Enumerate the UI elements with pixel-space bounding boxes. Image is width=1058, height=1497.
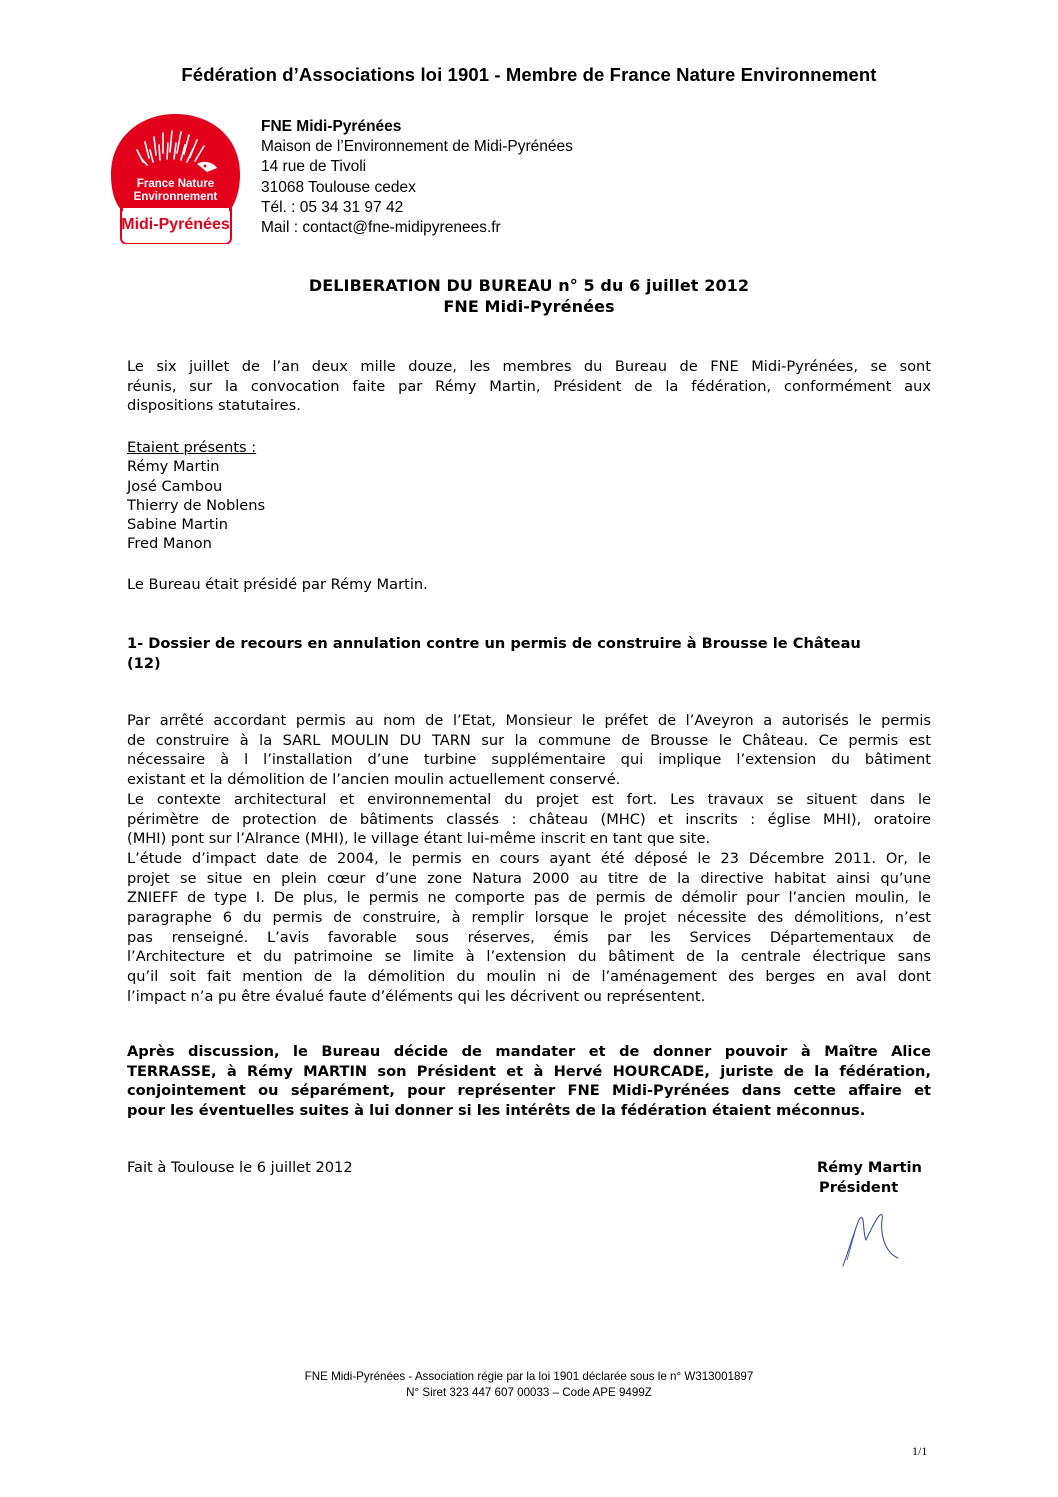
decision-line: pour les éventuelles suites à lui donner si les intérêts de la fédération étaient méconnus. bbox=[127, 1101, 866, 1119]
signer-role: Président bbox=[819, 1179, 899, 1196]
org-address-line: 31068 Toulouse cedex bbox=[261, 178, 416, 196]
section-title-line: (12) bbox=[127, 654, 161, 672]
footer-line: FNE Midi-Pyrénées - Association régie par la loi 1901 déclarée sous le n° W313001897 bbox=[304, 1370, 754, 1383]
text-line: nécessaire à l l’installation d’une turbine supplémentaire qui implique l’extension du bâtiment bbox=[127, 751, 931, 769]
text-line: Le six juillet de l’an deux mille douze, les membres du Bureau de FNE Midi-Pyrénées, se sont bbox=[127, 358, 931, 375]
section-title-line: 1- Dossier de recours en annulation contre un permis de construire à Brousse le Château bbox=[127, 635, 861, 652]
org-address-block bbox=[261, 117, 573, 238]
logo-text-line2: Environnement bbox=[133, 190, 218, 203]
decision-paragraph bbox=[127, 1042, 931, 1120]
intro-paragraph bbox=[127, 357, 931, 416]
text-line: projet se situe en plein cœur d’une zone Natura 2000 au titre de la directive habitat ainsi qu’une bbox=[127, 869, 931, 887]
org-name: FNE Midi-Pyrénées bbox=[261, 118, 402, 135]
org-address-line: Maison de l’Environnement de Midi-Pyrénées bbox=[261, 138, 573, 156]
attendee-name: José Cambou bbox=[127, 477, 223, 495]
text-line: périmètre de protection de bâtiments classés : château (MHC) et inscrits : église MHI), oratoire bbox=[127, 810, 931, 828]
federation-banner: Fédération d’Associations loi 1901 - Membre de France Nature Environnement bbox=[181, 64, 877, 85]
text-line: de construire à la SARL MOULIN DU TARN sur la commune de Brousse le Château. Ce permis est bbox=[127, 731, 931, 749]
text-line: paragraphe 6 du permis de construire, à remplir lorsque le projet nécessite des démolitions, n’est bbox=[127, 909, 931, 927]
title-line: FNE Midi-Pyrénées bbox=[443, 297, 615, 316]
text-line: Par arrêté accordant permis au nom de l’Etat, Monsieur le préfet de l’Aveyron a autorisés le permis bbox=[127, 712, 931, 729]
text-line: L’étude d’impact date de 2004, le permis en cours ayant été déposé le 23 Décembre 2011. Or, le bbox=[127, 849, 931, 867]
logo-text-line1: France Nature bbox=[136, 178, 215, 190]
attendee-name: Fred Manon bbox=[127, 535, 212, 553]
section-body bbox=[127, 711, 931, 1007]
page-number: 1/1 bbox=[912, 1444, 928, 1458]
decision-line: TERRASSE, à Rémy MARTIN son Président et à Hervé HOURCADE, juriste de la fédération, bbox=[127, 1062, 931, 1080]
fne-logo bbox=[103, 112, 248, 244]
org-address-line: 14 rue de Tivoli bbox=[261, 158, 367, 176]
org-phone: Tél. : 05 34 31 97 42 bbox=[261, 198, 404, 216]
place-date: Fait à Toulouse le 6 juillet 2012 bbox=[127, 1159, 353, 1176]
deliberation-title bbox=[0, 275, 1058, 317]
footer-line: N° Siret 323 447 607 00033 – Code APE 9499Z bbox=[406, 1385, 652, 1399]
attendee-name: Thierry de Noblens bbox=[127, 496, 266, 514]
text-line: (MHI) pont sur l’Alrance (MHI), le village étant lui-même inscrit en tant que site. bbox=[127, 830, 711, 848]
text-line: l’Architecture et du patrimoine se limite à l’extension du bâtiment de la centrale électrique sans bbox=[127, 948, 931, 966]
decision-line: Après discussion, le Bureau décide de mandater et de donner pouvoir à Maître Alice bbox=[127, 1043, 931, 1060]
text-line: qu’il soit fait mention de la démolition du moulin ni de l’aménagement des berges en aval dont bbox=[127, 968, 931, 986]
section-title bbox=[127, 634, 931, 673]
title-line: DELIBERATION DU BUREAU n° 5 du 6 juillet 2012 bbox=[308, 276, 750, 295]
attendees-block bbox=[127, 438, 265, 554]
attendee-name: Sabine Martin bbox=[127, 516, 228, 534]
decision-line: conjointement ou séparément, pour représenter FNE Midi-Pyrénées dans cette affaire et bbox=[127, 1082, 931, 1100]
text-line: existant et la démolition de l’ancien moulin actuellement conservé. bbox=[127, 771, 621, 789]
text-line: ZNIEFF de type I. De plus, le permis ne comporte pas de permis de démolir pour l’ancien moulin, le bbox=[127, 889, 931, 907]
attendee-name: Rémy Martin bbox=[127, 458, 220, 476]
org-email: Mail : contact@fne-midipyrenees.fr bbox=[261, 219, 501, 237]
text-line: pas renseigné. L’avis favorable sous réserves, émis par les Services Départementaux de bbox=[127, 928, 931, 946]
signer-name: Rémy Martin bbox=[817, 1159, 922, 1176]
chair-statement: Le Bureau était présidé par Rémy Martin. bbox=[127, 576, 428, 593]
text-line: l’impact n’a pu être évalué faute d’éléments qui les décrivent ou représentent. bbox=[127, 987, 706, 1005]
handwritten-signature bbox=[838, 1208, 904, 1270]
logo-region: Midi-Pyrénées bbox=[121, 216, 230, 233]
footer bbox=[0, 1369, 1058, 1400]
text-line: Le contexte architectural et environnemental du projet est fort. Les travaux se situent dans le bbox=[127, 790, 931, 808]
attendees-label: Etaient présents : bbox=[127, 439, 257, 456]
text-line: réunis, sur la convocation faite par Rémy Martin, Président de la fédération, conformément aux bbox=[127, 377, 931, 395]
text-line: dispositions statutaires. bbox=[127, 397, 301, 415]
